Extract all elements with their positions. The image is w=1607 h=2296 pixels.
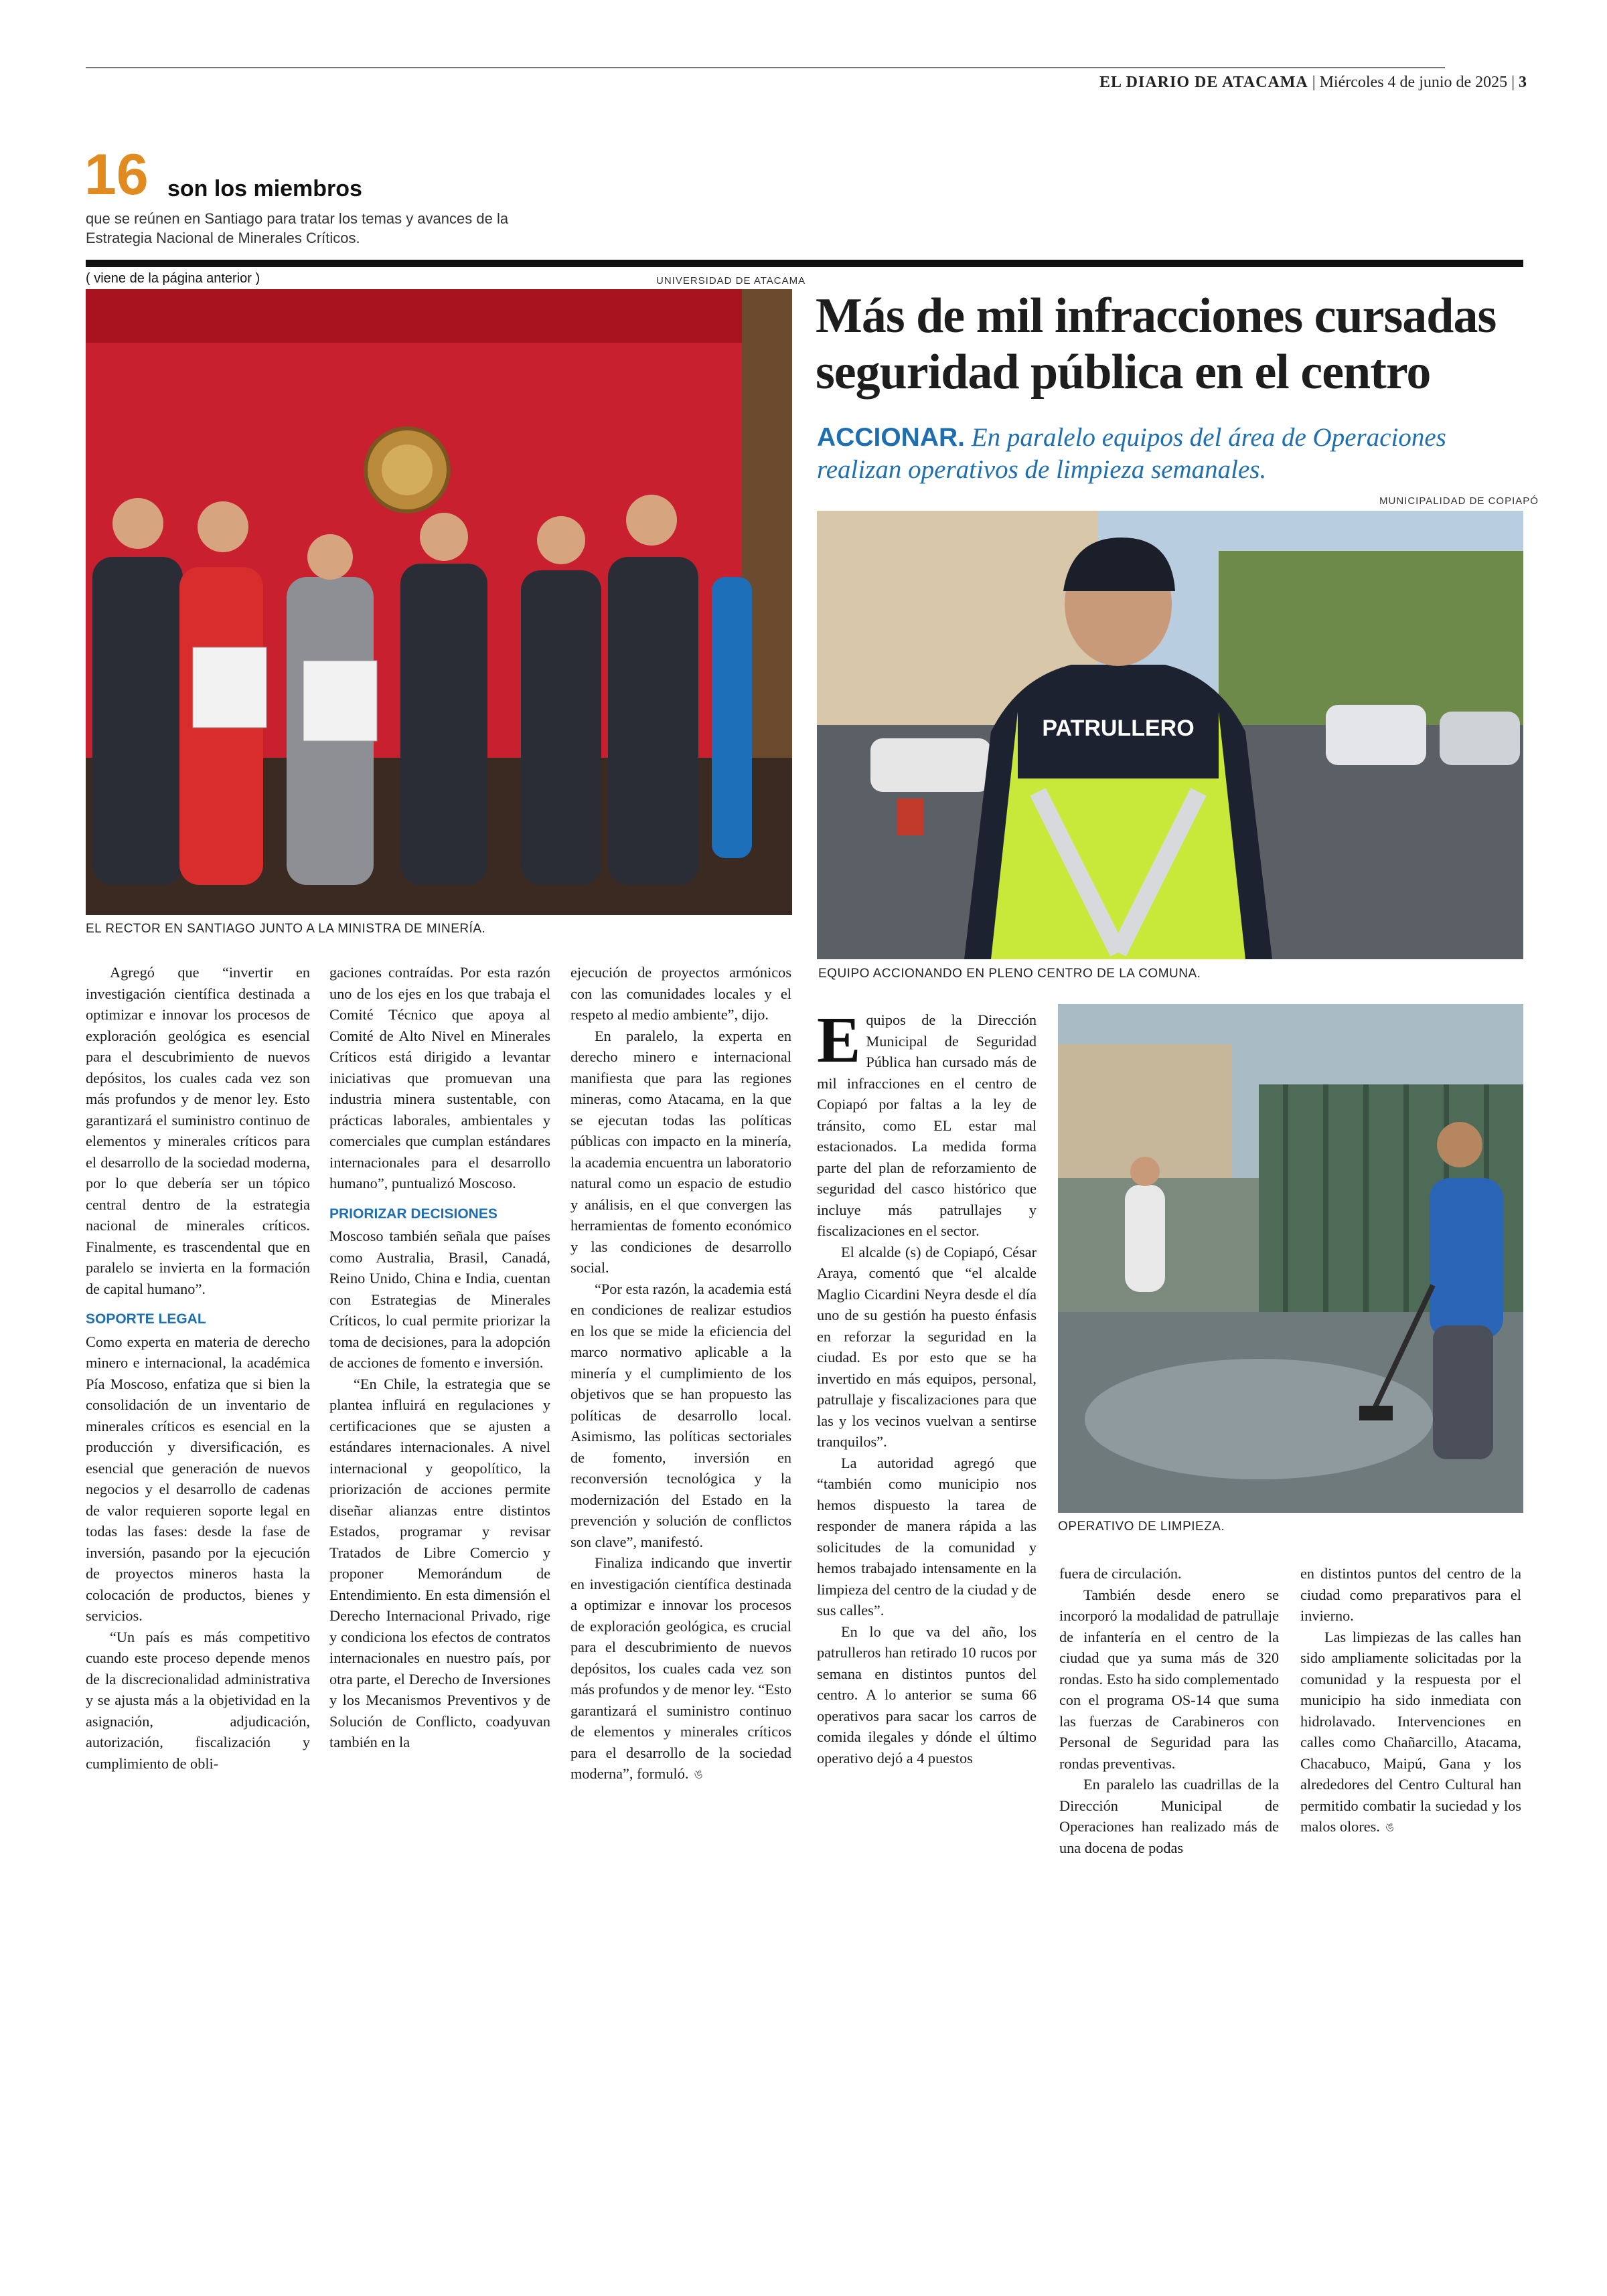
paragraph: La autoridad agregó que “también como municipio nos hemos dispuesto la tarea de responder de manera rápida a las solicitudes de la comunidad y hemos trabajado intensamente en la limpieza del centro de la ciudad y de sus calles”. — [817, 1454, 1037, 1619]
cleaning-photo — [1058, 1004, 1523, 1513]
paragraph: Como experta en materia de derecho minero e internacional, la académica Pía Moscoso, enfatiza que si bien la consolidación de un inventario de minerales críticos es esencial en la producción y diversificación, es esencial que generación de nuevos negocios y el desarrollo de cadenas de valor requieren soporte legal en todas las fases: desde la fase de inversión, pasando por la ejecución de proyectos mineros hasta la colocación de productos, bienes y servicios. — [86, 1333, 310, 1624]
paragraph: fuera de circulación. — [1059, 1565, 1182, 1582]
vest-text: PATRULLERO — [1042, 716, 1195, 741]
continued-from-label: ( viene de la página anterior ) — [86, 271, 260, 286]
paragraph-text: Las limpiezas de las calles han sido ampliamente solicitadas por la comunidad y la respuesta por el municipio ha sido inmediata con hidrolavado. Intervenciones en calles como Chañarcillo, Atacama, Chacabuco, Maipú, Gana y los alrededores del Centro Cultural han permitido combatir la suciedad y los malos olores. — [1300, 1628, 1521, 1835]
factbox-label: son los miembros — [167, 176, 362, 201]
end-of-story-icon: ঙ — [694, 1768, 703, 1781]
paragraph: En lo que va del año, los patrulleros han retirado 10 rucos por semana en distintos puntos del centro. A lo anterior se suma 66 operativos para sacar los carros de comida ilegales y dónde el último operativo dejó a 4 puestos — [817, 1623, 1037, 1767]
ceremony-photo — [86, 289, 792, 915]
paragraph: En paralelo, la experta en derecho minero e internacional manifiesta que para las regiones mineras, como Atacama, en la que se ejecutan todas las políticas públicas con impacto en la minería, la academia encuentra un laboratorio natural como un espacio de estudio y análisis, en el que convergen las herramientas de fomento económico y las condiciones de desarrollo social. — [570, 1027, 791, 1276]
left-story-column-2 — [329, 962, 550, 1753]
factbox-number: 16 — [84, 143, 149, 207]
paragraph: gaciones contraídas. Por esta razón uno de los ejes en los que trabaja el Comité Técnico que apoya al Comité de Alto Nivel en Minerales Críticos está dirigido a levantar iniciativas que promuevan una industria minera sustentable, con prácticas laborales, ambientales y comerciales que cumplan estándares internacionales para el desarrollo humano”, puntualizó Moscoso. — [329, 964, 550, 1192]
photo-credit-municipality: MUNICIPALIDAD DE COPIAPÓ — [1379, 495, 1539, 507]
paragraph: “Por esta razón, la academia está en condiciones de realizar estudios en los que se mide la eficiencia del marco normativo aplicable a la minería y el cumplimiento de los objetivos que se han propuesto las políticas de desarrollo local. Asimismo, las políticas sectoriales de fomento, inversión en reconversión tecnológica y la modernización del Estado en la prevención y solución de conflictos son clave”, manifestó. — [570, 1280, 791, 1550]
masthead-paper-name: EL DIARIO DE ATACAMA — [1099, 74, 1308, 91]
headline: Más de mil infracciones cursadas seguridad pública en el centro — [816, 289, 1497, 400]
photo-credit-university: UNIVERSIDAD DE ATACAMA — [656, 275, 806, 286]
deck-kicker: ACCIONAR. — [817, 423, 965, 452]
end-of-story-icon: ঙ — [1385, 1821, 1395, 1834]
paragraph: ejecución de proyectos armónicos con las comunidades locales y el respeto al medio ambiente”, dijo. — [570, 964, 791, 1023]
paragraph — [817, 1004, 1037, 1242]
left-story-column-3 — [570, 962, 791, 1786]
patrol-photo — [817, 511, 1523, 959]
deck — [817, 422, 1520, 486]
paragraph: Agregó que “invertir en investigación científica destinada a optimizar e innovar los procesos de exploración geológica es esencial para el descubrimiento de nuevos depósitos, los cuales cada vez son más profundos y de menor ley. Esto garantizará el suministro continuo de elementos y minerales críticos para el desarrollo de la sociedad moderna, por lo que debería ser un tópico central dentro de la estrategia nacional de minerales críticos. Finalmente, es trascendental que en paralelo se invierta en la formación de capital humano”. — [86, 964, 310, 1297]
paragraph — [570, 1552, 791, 1786]
subheading-priorizar-decisiones: PRIORIZAR DECISIONES — [329, 1206, 498, 1222]
right-story-column-2 — [1059, 1563, 1279, 1858]
right-story-column-1 — [817, 1004, 1037, 1769]
deck-text: En paralelo equipos del área de Operaciones realizan operativos de limpieza semanales. — [817, 423, 1446, 484]
paragraph: En paralelo las cuadrillas de la Dirección Municipal de Operaciones han realizado más de una docena de podas — [1059, 1776, 1279, 1856]
paragraph: “Un país es más competitivo cuando este proceso depende menos de la discrecionalidad administrativa y se ajusta más a la objetividad en la asignación, adjudicación, autorización, fiscalización y cumplimiento de obli- — [86, 1628, 310, 1772]
right-story-column-3 — [1300, 1563, 1521, 1839]
paragraph: Moscoso también señala que países como Australia, Brasil, Canadá, Reino Unido, China e India, cuentan con Estrategias de Minerales Críticos, lo cual permite priorizar la toma de decisiones, para la adopción de acciones de fomento e inversión. — [329, 1228, 550, 1371]
paragraph: en distintos puntos del centro de la ciudad como preparativos para el invierno. — [1300, 1565, 1521, 1624]
paragraph-text: Finaliza indicando que invertir en investigación científica destinada a optimizar e innovar los procesos de exploración geológica, es crucial para el descubrimiento de nuevos depósitos, los cuales cada vez son más profundos y de menor ley. “Esto garantizará el suministro continuo de elementos y minerales críticos para el desarrollo de la sociedad moderna”, formuló. — [570, 1554, 791, 1782]
paragraph: También desde enero se incorporó la modalidad de patrullaje de infantería en el centro de la ciudad que ya suma más de 320 rondas. Esto ha sido complementado con el programa OS-14 que suma las fuerzas de Carabineros con Personal de Seguridad para las rondas preventivas. — [1059, 1586, 1279, 1772]
patrol-photo-caption: EQUIPO ACCIONANDO EN PLENO CENTRO DE LA COMUNA. — [818, 967, 1201, 981]
dropcap: E — [817, 1004, 861, 1076]
masthead: EL DIARIO DE ATACAMA | Miércoles 4 de junio de 2025 | 3 — [1099, 74, 1527, 91]
top-rule — [86, 67, 1445, 68]
subheading-soporte-legal: SOPORTE LEGAL — [86, 1311, 206, 1327]
paragraph: “En Chile, la estrategia que se plantea influirá en regulaciones y certificaciones que se ajusten a estándares internacionales. A nivel internacional y geopolítico, la priorización de acciones permite diseñar alianzas entre distintos Estados, programar y revisar Tratados de Libre Comercio y proponer Memorándum de Entendimiento. En esta dimensión el Derecho Internacional Privado, rige y condiciona los efectos de contratos internacionales en nuestro país, por otra parte, el Derecho de Inversiones y los Mecanismos Preventivos y de Solución de Conflicto, coadyuvan también en la — [329, 1375, 550, 1750]
page-number: 3 — [1519, 74, 1527, 91]
masthead-date: Miércoles 4 de junio de 2025 — [1319, 74, 1508, 91]
factbox-description: que se reúnen en Santiago para tratar los temas y avances de la Estrategia Nacional de Minerales Críticos. — [86, 210, 509, 246]
left-story-column-1 — [86, 962, 310, 1774]
ceremony-photo-caption: EL RECTOR EN SANTIAGO JUNTO A LA MINISTRA DE MINERÍA. — [86, 922, 486, 936]
paragraph — [1300, 1627, 1521, 1839]
cleaning-photo-caption: OPERATIVO DE LIMPIEZA. — [1058, 1520, 1225, 1534]
paragraph-text: quipos de la Dirección Municipal de Seguridad Pública han cursado más de mil infracciones en el centro de Copiapó por faltas a la ley de tránsito, como EL estar mal estacionados. La medida forma parte del plan de reforzamiento de seguridad del casco histórico que incluye más patrullajes y fiscalizaciones en el sector. — [817, 1011, 1037, 1239]
section-rule — [86, 260, 1523, 267]
paragraph: El alcalde (s) de Copiapó, César Araya, comentó que “el alcalde Maglio Cicardini Neyra desde el día uno de su gestión ha puesto énfasis en reforzar la seguridad en la ciudad. Es por esto que se ha invertido en más equipos, personal, patrullaje y fiscalizaciones para que las y los vecinos vuelvan a sentirse tranquilos”. — [817, 1243, 1037, 1450]
